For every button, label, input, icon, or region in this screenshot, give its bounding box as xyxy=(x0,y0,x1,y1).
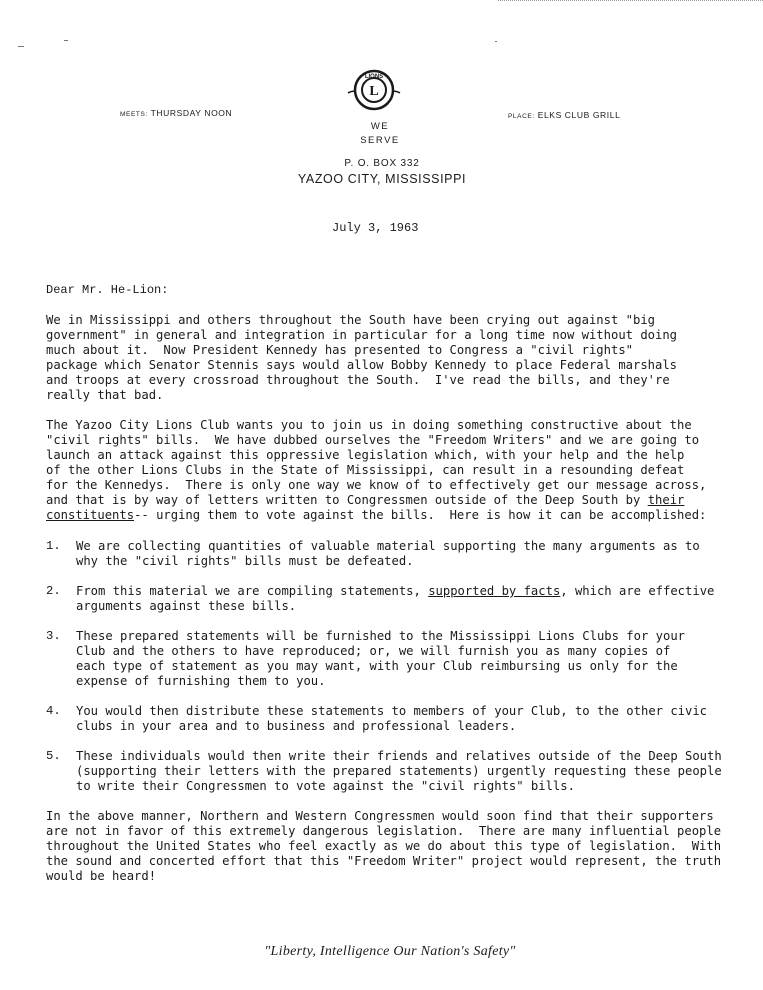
body-paragraph-1: We in Mississippi and others throughout the South have been crying out against "big government" in general and integration in particular for a long time now without doing much about it. Now President Kennedy has presented to Congress a "civil rights" package which Senator Stennis says would allow Bobby Kennedy to place Federal marshals and troops at every crossroad throughout the South. I've read the bills, and they're really that bad. xyxy=(46,313,678,402)
paragraph-2-text: The Yazoo City Lions Club wants you to join us in doing something constructive about the "civil rights" bills. We have dubbed ourselves the "Freedom Writers" and we are going to launch an attack against this oppressive legislation which, with your help and the help of the other Lions Clubs in the State of Mississippi, can result in a resounding defeat for the Kennedys. There is only one way we know of to effectively get our message across, and that is by way of letters written to Congressmen outside of the Deep South by xyxy=(46,418,707,507)
club-city: YAZOO CITY, MISSISSIPPI xyxy=(297,172,467,186)
list-item-number: 5. xyxy=(46,749,61,763)
list-item-number: 2. xyxy=(46,584,61,598)
place-label: PLACE: xyxy=(508,113,535,120)
meeting-place xyxy=(508,110,620,120)
scan-speck xyxy=(18,46,24,47)
po-box: P. O. BOX 332 xyxy=(344,158,420,169)
list-item-text: You would then distribute these statements to members of your Club, to the other civic clubs in your area and to business and professional leaders. xyxy=(76,704,708,733)
salutation: Dear Mr. He-Lion: xyxy=(46,283,169,297)
club-motto xyxy=(330,120,430,148)
footer-motto: "Liberty, Intelligence Our Nation's Safety" xyxy=(264,944,516,959)
list-item-number: 3. xyxy=(46,629,61,643)
list-item-text: We are collecting quantities of valuable material supporting the many arguments as to why the "civil rights" bills must be defeated. xyxy=(76,539,700,568)
underlined-supported-by-facts: supported by facts xyxy=(428,584,561,598)
list-item-text-post: , which are effective arguments against these bills. xyxy=(76,584,715,613)
list-item-text xyxy=(76,584,714,614)
meeting-time xyxy=(120,108,232,118)
body-paragraph-2 xyxy=(46,418,746,523)
list-item-text-pre: From this material we are compiling statements, xyxy=(76,584,429,598)
meets-label: MEETS: xyxy=(120,111,148,118)
list-item-number: 4. xyxy=(46,704,61,718)
scan-edge-dots xyxy=(498,0,763,1)
emblem-letter: L xyxy=(369,84,379,99)
lions-emblem-icon xyxy=(342,66,406,120)
place-value: ELKS CLUB GRILL xyxy=(537,110,621,120)
paragraph-2-end: -- urging them to vote against the bills. Here is how it can be accomplished: xyxy=(134,508,707,522)
scan-speck xyxy=(495,41,497,42)
underlined-their: their xyxy=(647,493,685,507)
closing-paragraph: In the above manner, Northern and Western Congressmen would soon find that their supporters are not in favor of this extremely dangerous legislation. There are many influential people throughout the United States who feel exactly as we do about this type of legislation. With the sound and concerted effort that this "Freedom Writer" project would represent, the truth would be heard! xyxy=(46,809,722,883)
list-item-text: These prepared statements will be furnished to the Mississippi Lions Clubs for your Club and the others to have reproduced; or, we will furnish you as many copies of each type of statement as you may want, with your Club reimbursing us only for the expense of furnishing them to you. xyxy=(76,629,686,688)
emblem-lions-text: LIONS xyxy=(364,74,384,80)
motto-line-2: SERVE xyxy=(360,135,400,146)
letter-date: July 3, 1963 xyxy=(332,221,419,235)
list-item-text: These individuals would then write their friends and relatives outside of the Deep South (supporting their letters with the prepared statements) urgently requesting these people to write their Congressmen to vote against the "civil rights" bills. xyxy=(76,749,722,793)
meets-value: THURSDAY NOON xyxy=(150,108,233,118)
scan-speck xyxy=(64,40,68,41)
motto-line-1: WE xyxy=(370,121,390,132)
underlined-constituents: constituents xyxy=(46,508,135,522)
list-item-number: 1. xyxy=(46,539,61,553)
